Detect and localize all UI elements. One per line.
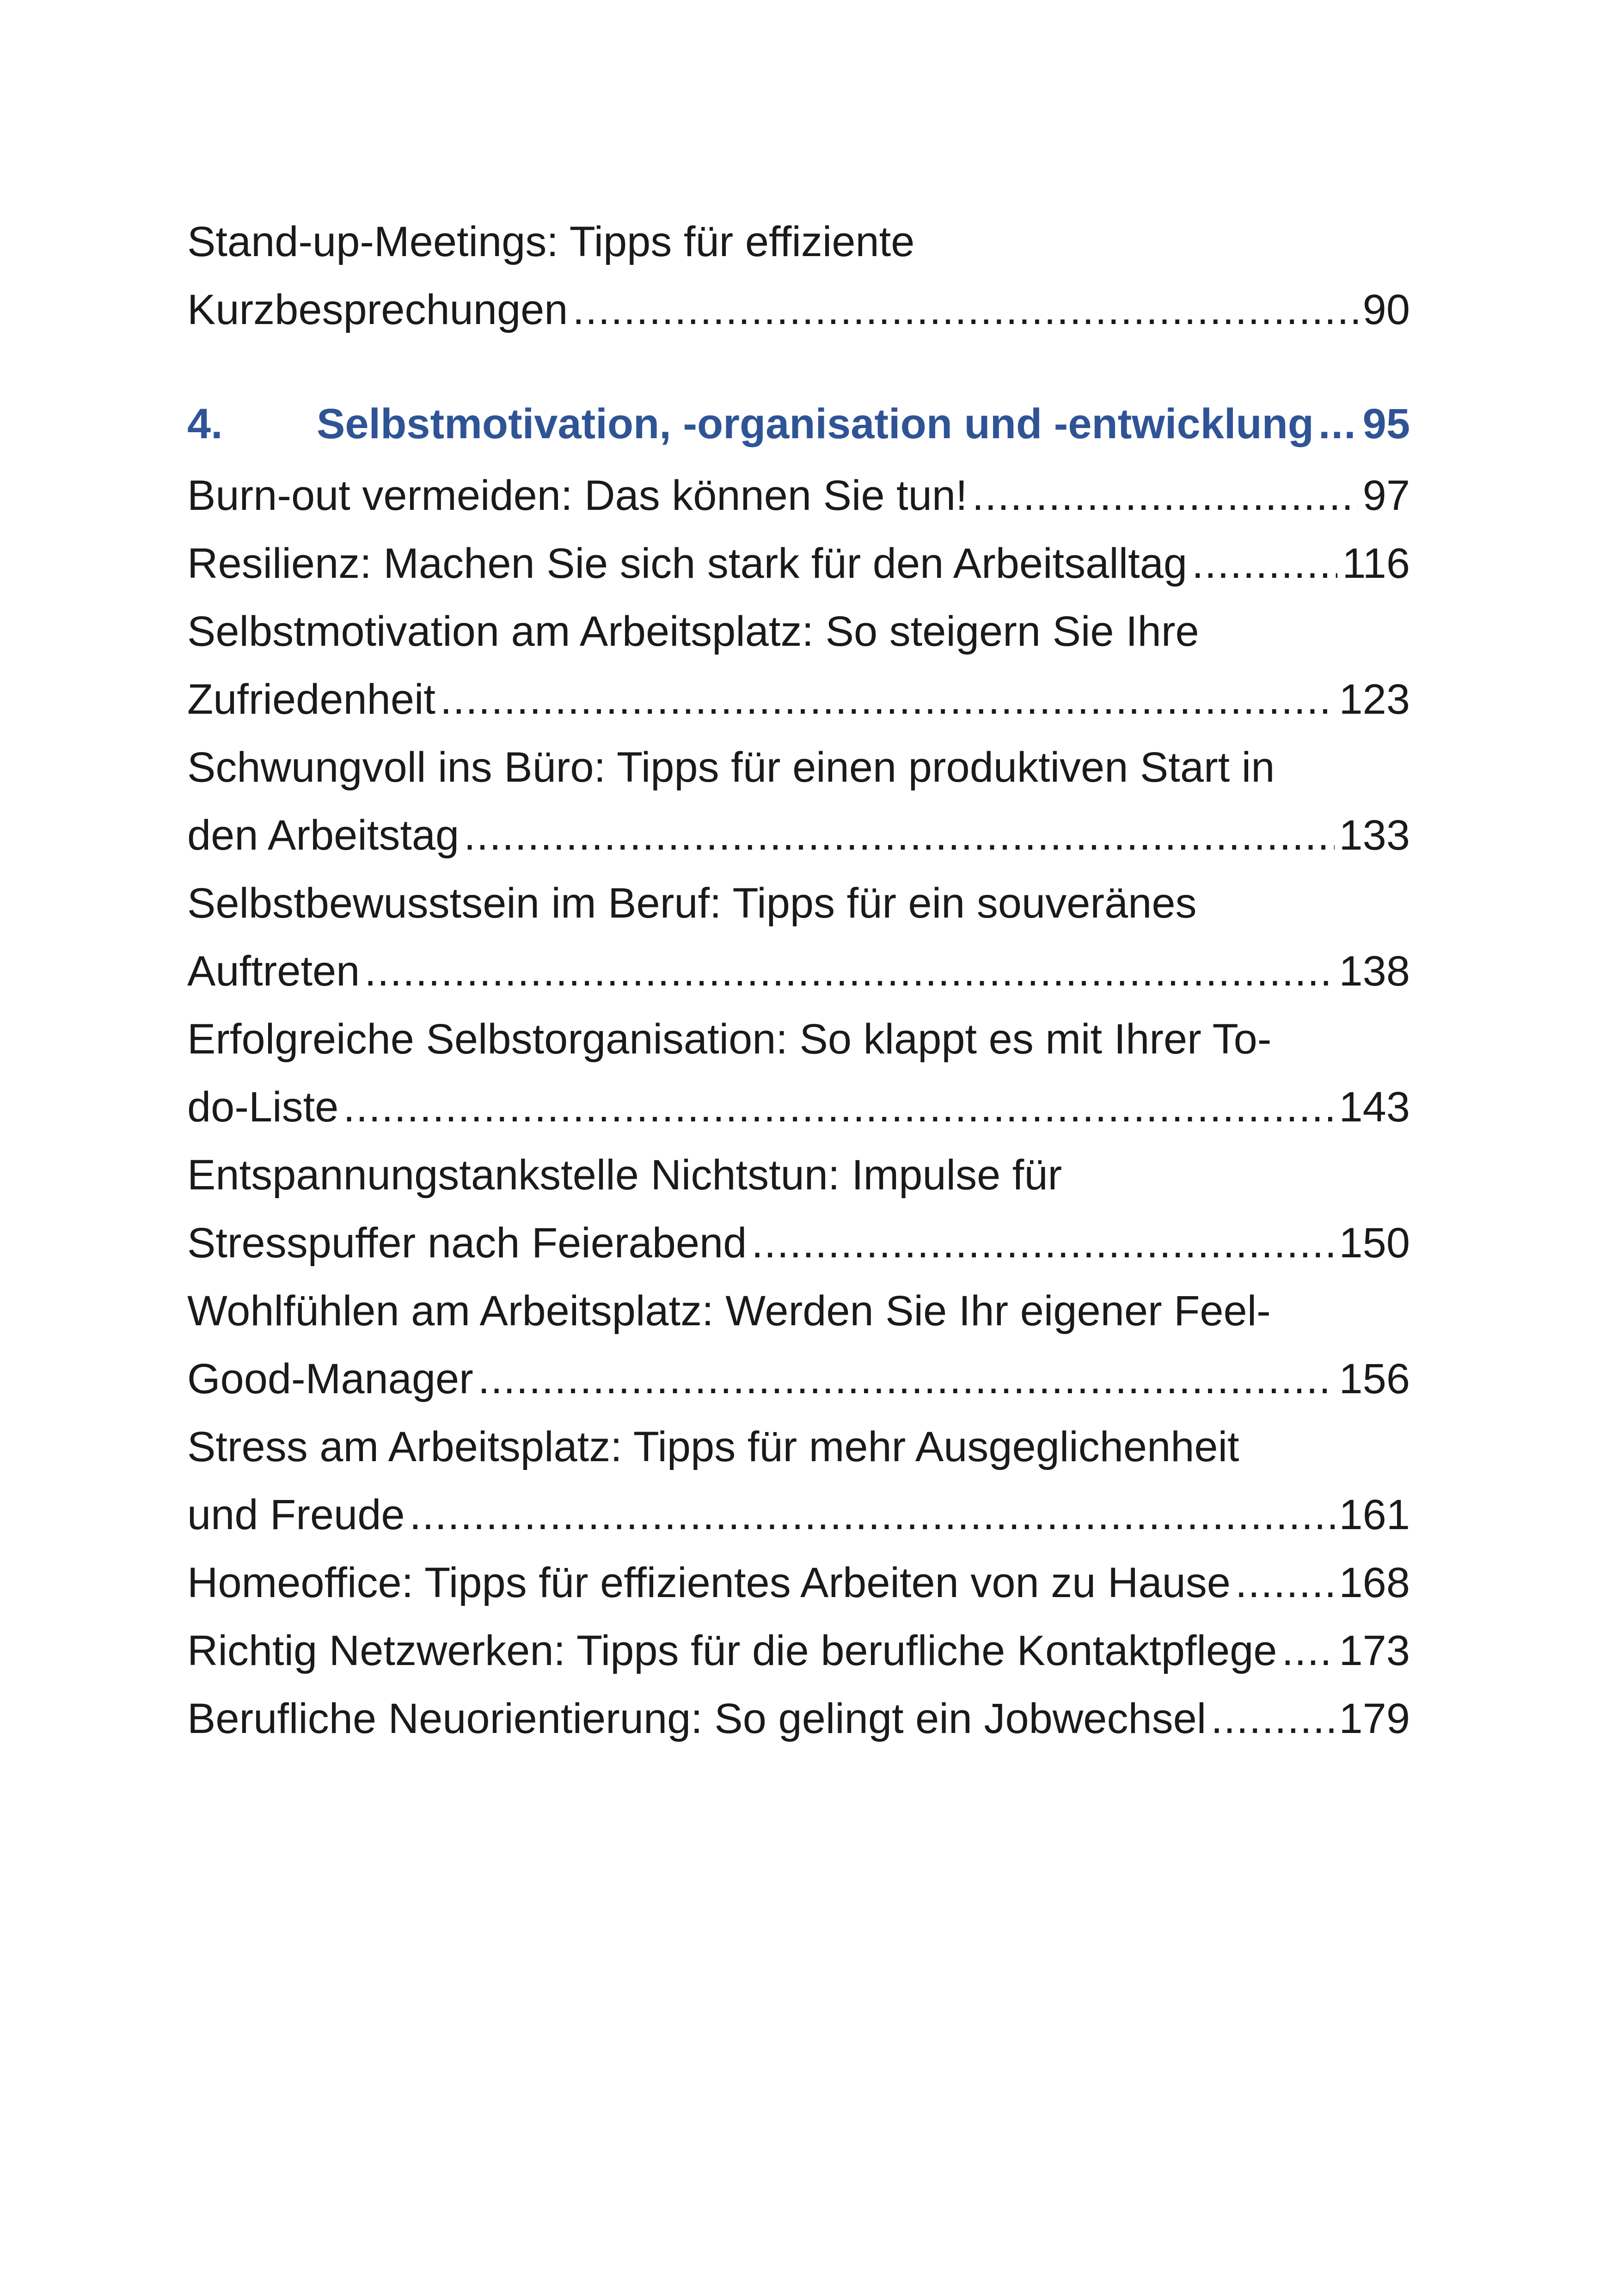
toc-entry-line (187, 1005, 1410, 1073)
toc-entry[interactable] (187, 1617, 1410, 1685)
toc-entry-title-line1: Burn-out vermeiden: Das können Sie tun! (187, 472, 968, 519)
dot-leader (1235, 1549, 1335, 1617)
dot-leader (1211, 1685, 1334, 1753)
table-of-contents (187, 208, 1410, 1753)
dot-leader (464, 802, 1334, 869)
toc-entry[interactable] (187, 1413, 1410, 1549)
toc-entry-line (187, 1277, 1410, 1345)
toc-entry-line (187, 1617, 1410, 1685)
toc-entry-page-number: 123 (1339, 676, 1410, 723)
toc-entry-line (187, 1345, 1410, 1413)
toc-entry-title-line1: Entspannungstankstelle Nichtstun: Impulse für (187, 1151, 1062, 1199)
dot-leader (410, 1481, 1335, 1549)
toc-entry-page-number: 97 (1362, 472, 1410, 519)
toc-entry[interactable] (187, 1685, 1410, 1753)
toc-chapter-line (187, 390, 1410, 458)
toc-entry-line (187, 1141, 1410, 1209)
dot-leader (343, 1073, 1334, 1141)
toc-entry-stand-up-meetings[interactable] (187, 208, 1410, 344)
toc-entry-line (187, 869, 1410, 937)
toc-entry-line (187, 276, 1410, 344)
chapter-title: Selbstmotivation, -organisation und -entwicklung (317, 400, 1314, 447)
dot-leader (572, 276, 1358, 344)
toc-entry-line (187, 1413, 1410, 1481)
toc-chapter-heading[interactable] (187, 390, 1410, 458)
toc-entry-line (187, 530, 1410, 598)
toc-entry-line (187, 208, 1410, 276)
toc-entry-line (187, 1209, 1410, 1277)
toc-entry-line (187, 1549, 1410, 1617)
toc-entries-list (187, 462, 1410, 1753)
toc-entry-title-line1: Selbstbewusstsein im Beruf: Tipps für ein souveränes (187, 880, 1197, 927)
toc-entry-title-line2: do-Liste (187, 1084, 339, 1131)
toc-entry-page-number: 156 (1339, 1355, 1410, 1402)
toc-entry[interactable] (187, 734, 1410, 869)
dot-leader (751, 1209, 1334, 1277)
toc-entry-line (187, 1073, 1410, 1141)
toc-entry[interactable] (187, 462, 1410, 530)
dot-leader (972, 462, 1358, 530)
dot-leader (1192, 530, 1337, 598)
dot-leader (364, 937, 1334, 1005)
toc-entry-line (187, 937, 1410, 1005)
toc-entry-line (187, 666, 1410, 734)
toc-entry-page-number: 143 (1339, 1084, 1410, 1131)
toc-entry-page-number: 90 (1362, 286, 1410, 333)
toc-entry-page-number: 138 (1339, 948, 1410, 995)
toc-entry-line (187, 1481, 1410, 1549)
toc-entry-page-number: 173 (1339, 1627, 1410, 1674)
toc-entry-line (187, 1685, 1410, 1753)
toc-entry-title-line1: Richtig Netzwerken: Tipps für die berufliche Kontaktpflege (187, 1627, 1277, 1674)
toc-entry-page-number: 150 (1339, 1219, 1410, 1267)
chapter-number: 4. (187, 400, 223, 447)
toc-entry-title-line2: und Freude (187, 1491, 405, 1538)
toc-entry[interactable] (187, 869, 1410, 1005)
toc-entry-title-line1: Stand-up-Meetings: Tipps für effiziente (187, 218, 915, 265)
toc-entry-title-line2: Auftreten (187, 948, 360, 995)
toc-entry-title-line2: Stresspuffer nach Feierabend (187, 1219, 747, 1267)
toc-entry-title-line2: den Arbeitstag (187, 812, 460, 859)
toc-entry-title-line1: Wohlfühlen am Arbeitsplatz: Werden Sie Ihr eigener Feel- (187, 1287, 1271, 1335)
toc-entry-title-line2: Good-Manager (187, 1355, 473, 1402)
toc-entry-page-number: 116 (1342, 540, 1410, 587)
chapter-page-number: 95 (1362, 400, 1410, 447)
toc-entry-line (187, 802, 1410, 869)
toc-entry[interactable] (187, 530, 1410, 598)
toc-entry-title-line1: Stress am Arbeitsplatz: Tipps für mehr Ausgeglichenheit (187, 1423, 1239, 1470)
toc-entry-title-line1: Schwungvoll ins Büro: Tipps für einen produktiven Start in (187, 744, 1275, 791)
toc-entry[interactable] (187, 1549, 1410, 1617)
toc-entry[interactable] (187, 598, 1410, 734)
toc-entry-title-line1: Homeoffice: Tipps für effizientes Arbeiten von zu Hause (187, 1559, 1231, 1606)
toc-entry-line (187, 462, 1410, 530)
toc-entry-page-number: 179 (1339, 1695, 1410, 1742)
dot-leader (1318, 390, 1358, 458)
toc-entry-line (187, 598, 1410, 666)
dot-leader (478, 1345, 1335, 1413)
dot-leader (440, 666, 1335, 734)
toc-entry[interactable] (187, 1005, 1410, 1141)
toc-entry[interactable] (187, 1277, 1410, 1413)
toc-entry-page-number: 161 (1339, 1491, 1410, 1538)
toc-entry-page-number: 133 (1339, 812, 1410, 859)
toc-entry-title-line2: Kurzbesprechungen (187, 286, 568, 333)
toc-entry-page-number: 168 (1339, 1559, 1410, 1606)
toc-entry-title-line2: Zufriedenheit (187, 676, 435, 723)
dot-leader (1281, 1617, 1334, 1685)
toc-entry-title-line1: Erfolgreiche Selbstorganisation: So klappt es mit Ihrer To- (187, 1016, 1272, 1063)
toc-entry-title-line1: Berufliche Neuorientierung: So gelingt ein Jobwechsel (187, 1695, 1207, 1742)
toc-entry-title-line1: Selbstmotivation am Arbeitsplatz: So steigern Sie Ihre (187, 608, 1199, 655)
toc-entry[interactable] (187, 1141, 1410, 1277)
toc-entry-line (187, 734, 1410, 802)
toc-entry-title-line1: Resilienz: Machen Sie sich stark für den Arbeitsalltag (187, 540, 1188, 587)
